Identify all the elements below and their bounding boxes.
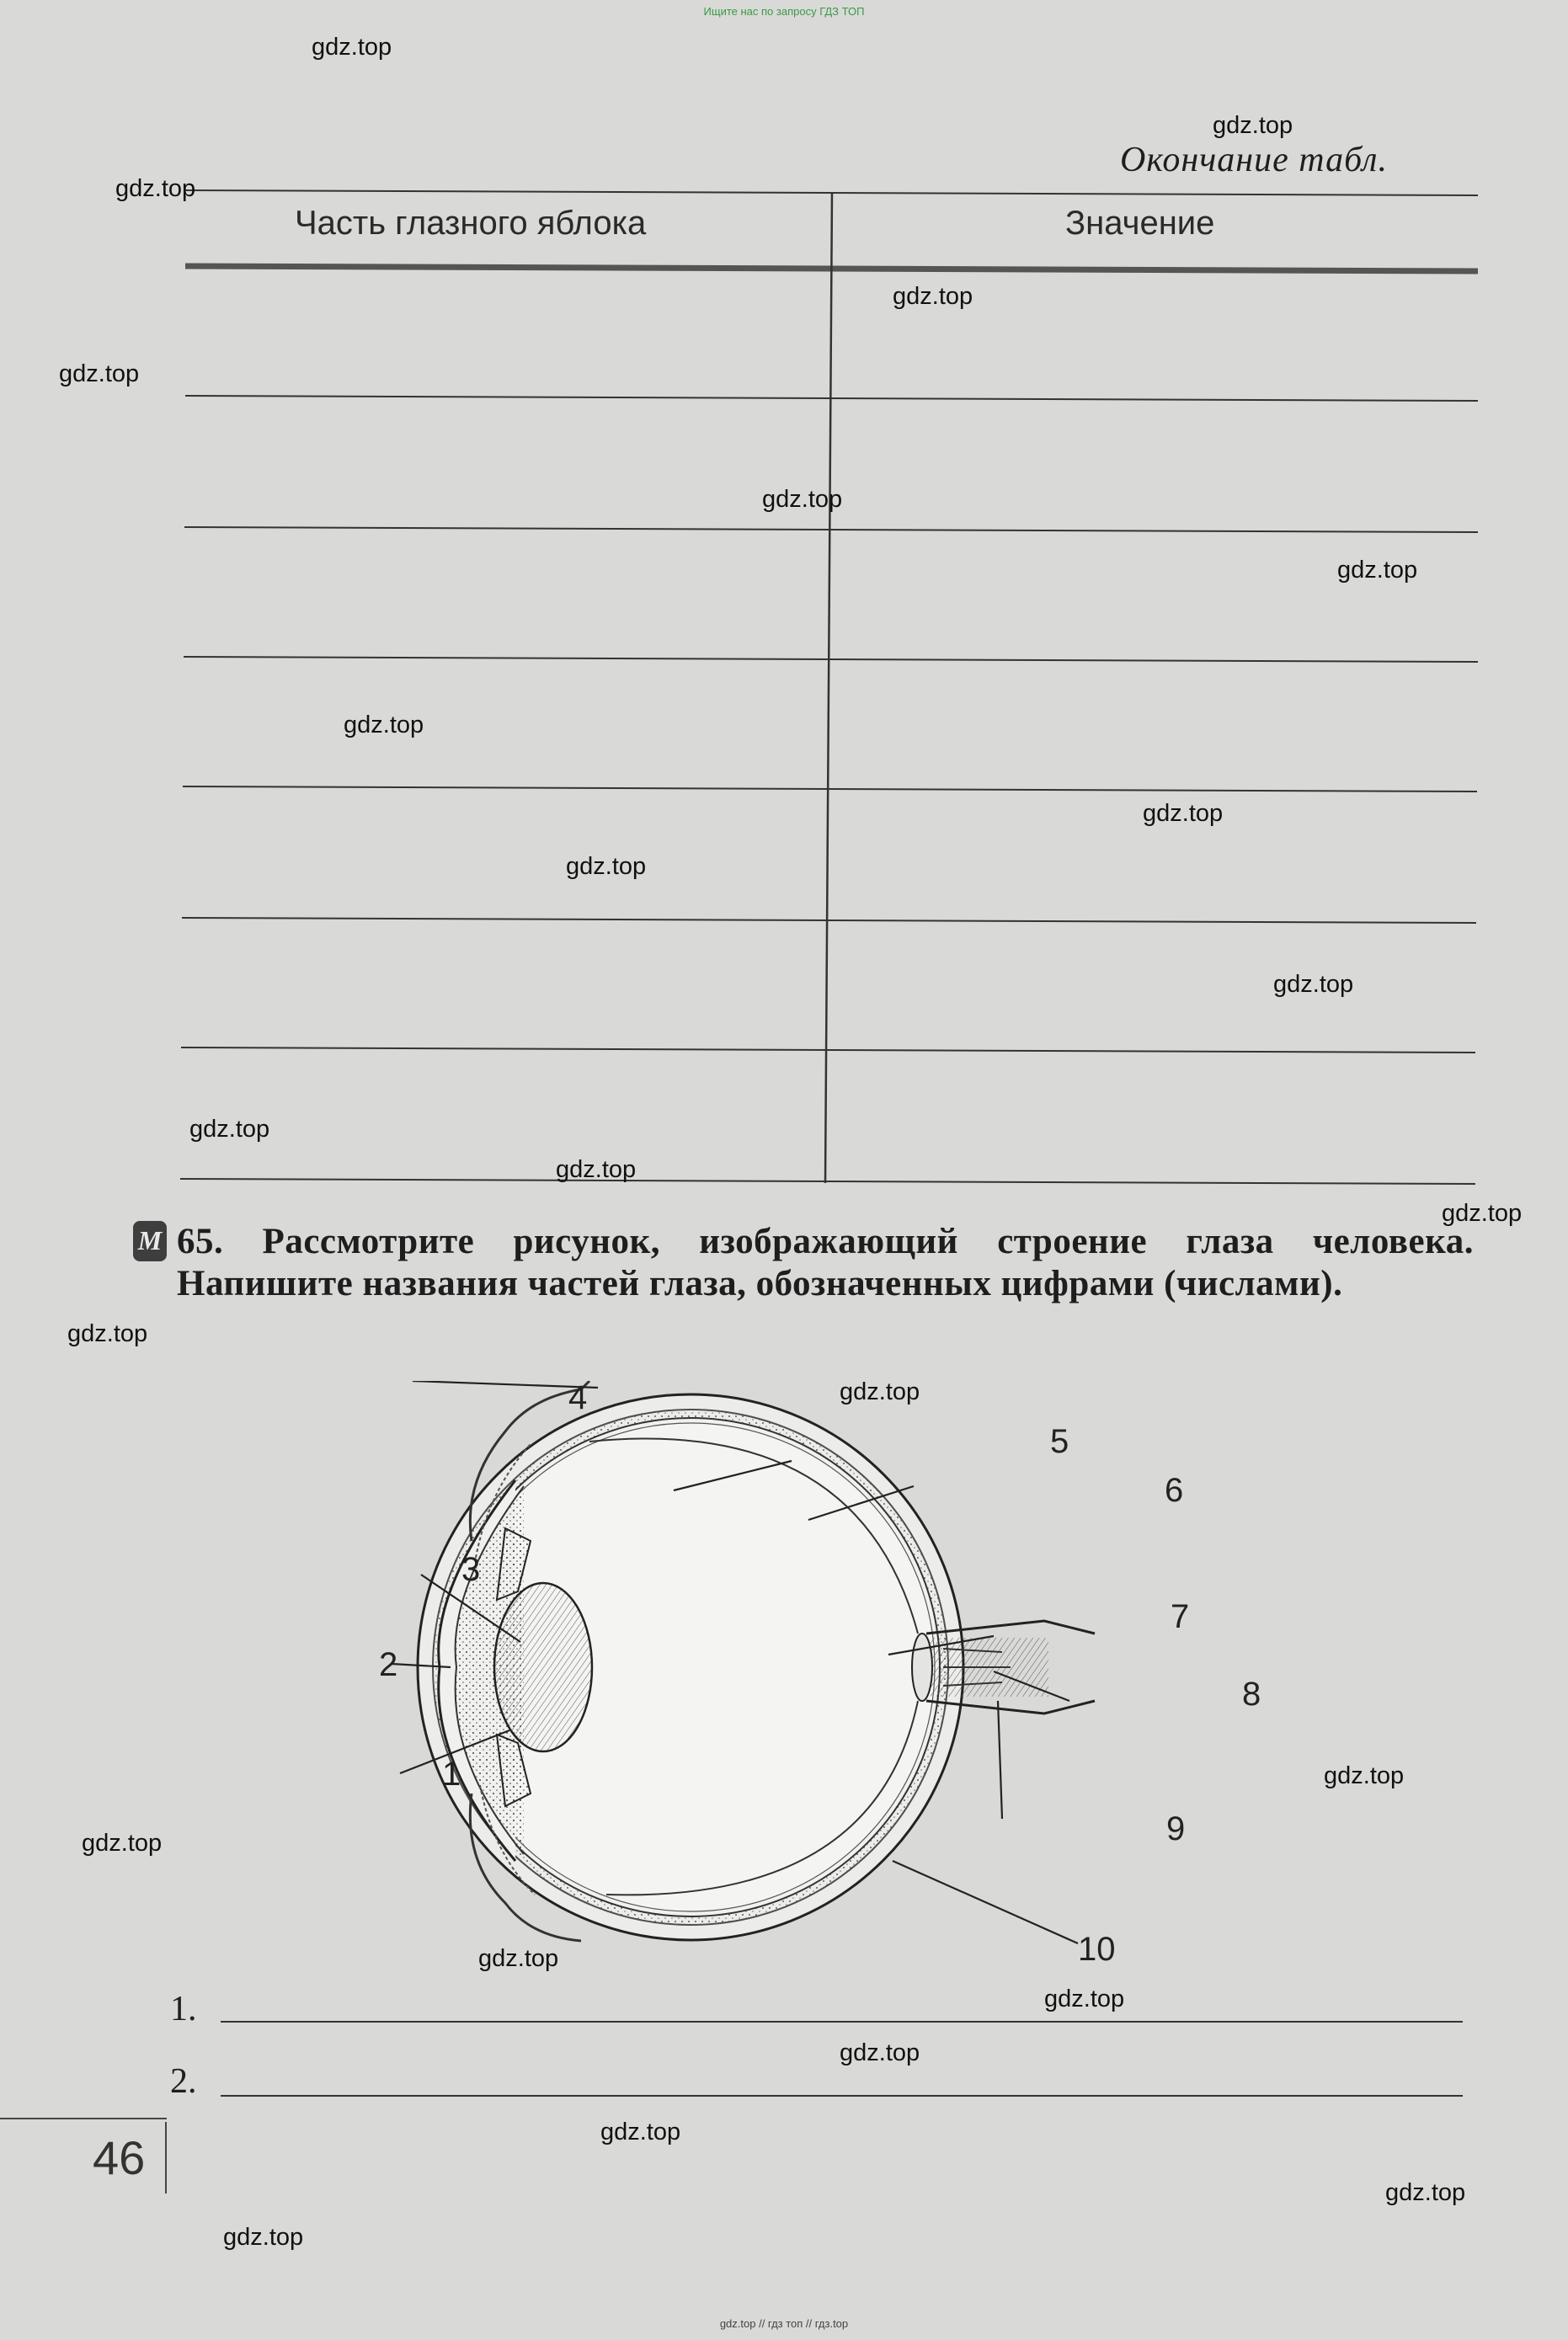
task-text: 65. Рассмотрите рисунок, изображающий строение глаза человека. Напишите названия частей глаза, обозначенных цифрами (числами).: [177, 1222, 1474, 1303]
watermark: gdz.top: [556, 1156, 637, 1183]
watermark: gdz.top: [59, 360, 140, 387]
answer-number-2: 2.: [170, 2062, 197, 2101]
watermark: gdz.top: [1337, 557, 1418, 584]
watermark: gdz.top: [1385, 2179, 1466, 2206]
watermark: gdz.top: [344, 712, 424, 738]
table-caption: Окончание табл.: [1120, 141, 1388, 179]
watermark: gdz.top: [840, 1378, 920, 1405]
page-number: 46: [93, 2131, 146, 2184]
figure-label-7: 7: [1171, 1598, 1190, 1635]
page-number-rule: [165, 2122, 167, 2193]
table-header-part: Часть глазного яблока: [295, 205, 647, 242]
bottom-banner: gdz.top // гдз топ // гдз.top: [719, 2317, 849, 2330]
figure-label-3: 3: [461, 1551, 481, 1588]
watermark: gdz.top: [478, 1945, 559, 1972]
watermark: gdz.top: [223, 2224, 304, 2251]
watermark: gdz.top: [762, 486, 843, 513]
watermark: gdz.top: [566, 853, 647, 880]
figure-label-2: 2: [379, 1646, 398, 1683]
answer-line-1[interactable]: [221, 2021, 1463, 2023]
figure-label-10: 10: [1078, 1931, 1116, 1968]
blind-spot: [912, 1634, 932, 1701]
watermark: gdz.top: [312, 34, 392, 61]
watermark: gdz.top: [1213, 112, 1293, 139]
watermark: gdz.top: [893, 283, 973, 310]
watermark: gdz.top: [1442, 1200, 1523, 1227]
figure-label-9: 9: [1166, 1810, 1186, 1847]
answer-number-1: 1.: [170, 1990, 197, 2028]
watermark: gdz.top: [1143, 800, 1224, 827]
watermark: gdz.top: [600, 2119, 681, 2145]
figure-label-4: 4: [568, 1379, 588, 1416]
watermark: gdz.top: [840, 2039, 920, 2066]
answer-line-2[interactable]: [221, 2095, 1463, 2097]
figure-label-6: 6: [1165, 1472, 1184, 1509]
watermark: gdz.top: [1044, 1986, 1125, 2012]
page-corner-rule: [0, 2118, 167, 2119]
figure-label-1: 1: [442, 1756, 461, 1793]
figure-label-5: 5: [1050, 1423, 1069, 1460]
watermark: gdz.top: [67, 1320, 148, 1347]
watermark: gdz.top: [1273, 971, 1354, 998]
top-banner: Ищите нас по запросу ГДЗ ТОП: [703, 5, 865, 18]
watermark: gdz.top: [1324, 1762, 1405, 1789]
watermark: gdz.top: [189, 1116, 270, 1143]
figure-label-8: 8: [1242, 1676, 1261, 1713]
table-header-meaning: Значение: [1065, 205, 1215, 242]
task-badge: М: [133, 1221, 167, 1261]
watermark: gdz.top: [82, 1830, 163, 1857]
watermark: gdz.top: [115, 175, 196, 202]
eye-diagram: [337, 1381, 1263, 1970]
lens: [494, 1583, 592, 1751]
